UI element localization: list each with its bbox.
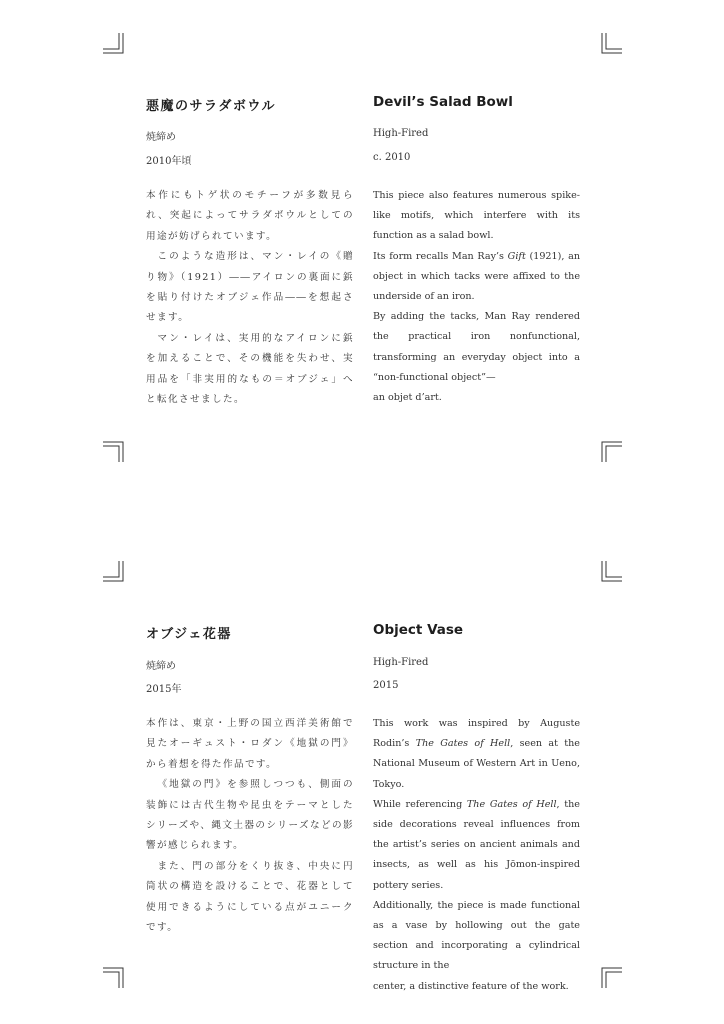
- paragraph: an objet d’art.: [373, 392, 442, 404]
- text-span: This work was inspired by Auguste Rodin’s: [373, 718, 580, 750]
- paragraph: [373, 714, 580, 795]
- paragraph: Additionally, the piece is made functional as a vase by hollowing out the gate section and incorporating a cylindrical structure in the: [373, 899, 580, 972]
- paragraph: This piece also features numerous spike-like motifs, which interfere with its function as a salad bowl.: [373, 190, 580, 242]
- text-span: While referencing: [373, 798, 467, 810]
- italic-title: The Gates of Hell: [466, 798, 557, 810]
- text-span: Its form recalls Man Ray’s: [373, 250, 508, 262]
- artwork-title-jp: オブジェ花器: [146, 627, 232, 642]
- paragraph: 本作は、東京・上野の国立西洋美術館で見たオーギュスト・ロダン《地獄の門》から着想を得た作品です。: [146, 718, 354, 770]
- description-en: [373, 186, 580, 408]
- date-jp: 2015年: [146, 684, 182, 695]
- technique-jp: 焼締め: [146, 132, 176, 143]
- text-span: , the side decorations reveal influences from the artist’s series on ancient animals and insects, as well as his Jōmon-inspired pottery series.: [373, 798, 580, 891]
- technique-jp: 焼締め: [146, 661, 176, 672]
- description-en: [373, 714, 580, 997]
- paragraph: このような造形は、マン・レイの《贈り物》（1921）――アイロンの裏面に鋲を貼り付けたオブジェ作品――を想起させます。: [146, 251, 354, 324]
- date-en: c. 2010: [373, 152, 411, 163]
- technique-en: High-Fired: [373, 657, 429, 668]
- artwork-title-jp: 悪魔のサラダボウル: [146, 99, 276, 114]
- artwork-title-en: Devil’s Salad Bowl: [373, 94, 513, 110]
- paragraph: 本作にもトゲ状のモチーフが多数見られ、突起によってサラダボウルとしての用途が妨げられています。: [146, 190, 354, 242]
- description-jp: [146, 186, 354, 410]
- paragraph: By adding the tacks, Man Ray rendered the practical iron nonfunctional, transforming an everyday object into a “non-functional object”—: [373, 311, 580, 383]
- italic-title: The Gates of Hell: [415, 738, 511, 750]
- paragraph: center, a distinctive feature of the work.: [373, 980, 569, 992]
- date-en: 2015: [373, 680, 399, 691]
- paragraph: また、門の部分をくり抜き、中央に円筒状の構造を設けることで、花器として使用できるようにしている点がユニークです。: [146, 860, 354, 934]
- technique-en: High-Fired: [373, 128, 429, 139]
- date-jp: 2010年頃: [146, 156, 192, 167]
- text-span: (1921), an object in which tacks were affixed to the underside of an iron.: [373, 250, 580, 303]
- text-span: , seen at the National Museum of Western Art in Ueno, Tokyo.: [373, 738, 580, 790]
- italic-title: Gift: [507, 250, 526, 262]
- paragraph: マン・レイは、実用的なアイロンに鋲を加えることで、その機能を失わせ、実用品を「非実用的なもの＝オブジェ」へと転化させました。: [146, 332, 354, 406]
- paragraph: [373, 795, 580, 896]
- paragraph: 《地獄の門》を参照しつつも、側面の装飾には古代生物や昆虫をテーマとしたシリーズや、縄文土器のシリーズなどの影響が感じられます。: [146, 779, 354, 852]
- artwork-entry: [0, 512, 724, 1024]
- artwork-title-en: Object Vase: [373, 622, 464, 638]
- description-jp: [146, 714, 354, 938]
- paragraph: [373, 247, 580, 308]
